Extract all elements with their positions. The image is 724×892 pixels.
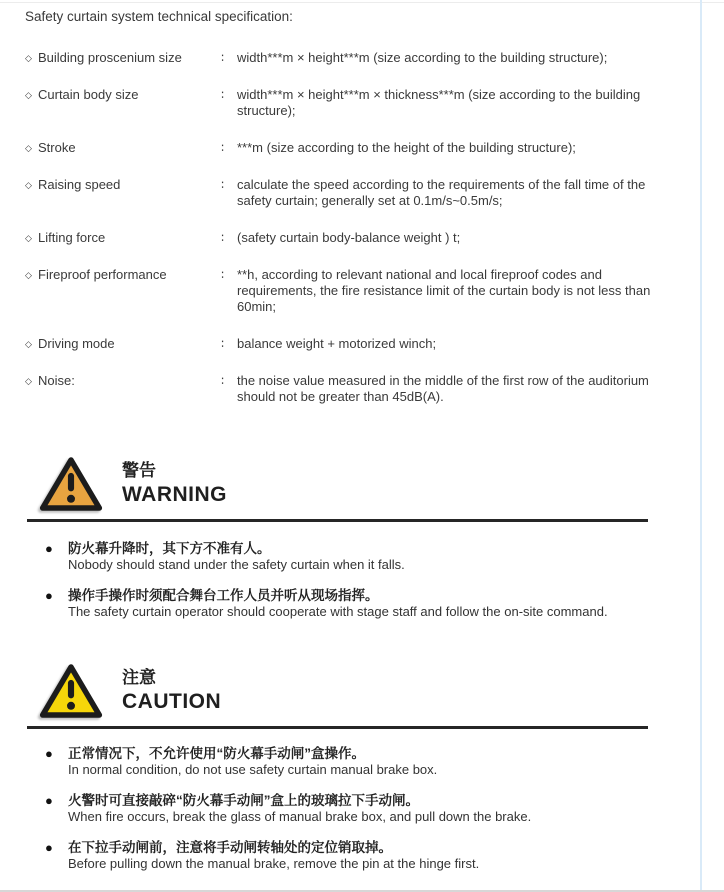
caution-item-zh: 在下拉手动闸前，注意将手动闸转轴处的定位销取掉。: [68, 840, 392, 855]
dot-bullet-icon: ●: [45, 840, 53, 855]
spec-label: Raising speed: [38, 177, 121, 192]
spec-colon: ∶: [221, 88, 225, 102]
spec-row-noise: [25, 373, 680, 405]
caution-item: [45, 792, 680, 825]
caution-item: [45, 839, 680, 872]
spec-list: [25, 50, 680, 405]
spec-value: width***m × height***m (size according to the building structure);: [237, 50, 608, 65]
diamond-bullet-icon: ◇: [25, 90, 32, 100]
warning-item: [45, 587, 680, 620]
caution-divider: [27, 726, 648, 729]
spec-label: Building proscenium size: [38, 50, 182, 65]
spec-value: (safety curtain body-balance weight ) t;: [237, 230, 461, 245]
page-edge-top: [0, 2, 724, 3]
dot-bullet-icon: ●: [45, 793, 53, 808]
caution-item-text: [68, 839, 628, 872]
caution-triangle-icon: [39, 662, 103, 720]
spec-row-stroke: [25, 140, 680, 156]
warning-triangle-icon: [39, 455, 103, 513]
spec-value: width***m × height***m × thickness***m (size according to the building structure);: [237, 87, 641, 118]
spec-label: Fireproof performance: [38, 267, 167, 282]
warning-divider: [27, 519, 648, 522]
spec-row-lifting-force: [25, 230, 680, 246]
page-title: Safety curtain system technical specification:: [25, 9, 293, 24]
spec-value: calculate the speed according to the requirements of the fall time of the safety curtain; generally set at 0.1m/s~0.5m/s;: [237, 177, 646, 208]
warning-item-text: [68, 587, 628, 620]
caution-item-text: [68, 792, 628, 825]
caution-item-en: Before pulling down the manual brake, remove the pin at the hinge first.: [68, 856, 480, 871]
caution-items: [45, 745, 680, 872]
warning-section: [25, 455, 680, 620]
diamond-bullet-icon: ◇: [25, 270, 32, 280]
warning-item: [45, 540, 680, 573]
caution-title-zh: 注意: [122, 668, 156, 687]
spec-row-raising-speed: [25, 177, 680, 209]
spec-row-fireproof-performance: [25, 267, 680, 315]
spec-value: **h, according to relevant national and local fireproof codes and requirements, the fire resistance limit of the curtain body is not less than 60min;: [237, 267, 651, 314]
dot-bullet-icon: ●: [45, 588, 53, 603]
caution-item-en: When fire occurs, break the glass of manual brake box, and pull down the brake.: [68, 809, 532, 824]
caution-titles: [122, 667, 221, 715]
spec-colon: ∶: [221, 178, 225, 192]
spec-label: Lifting force: [38, 230, 106, 245]
warning-item-en: Nobody should stand under the safety curtain when it falls.: [68, 557, 405, 572]
caution-title-en: CAUTION: [122, 690, 222, 713]
caution-section: [25, 662, 680, 872]
caution-item-text: [68, 745, 628, 778]
spec-row-driving-mode: [25, 336, 680, 352]
diamond-bullet-icon: ◇: [25, 376, 32, 386]
warning-titles: [122, 460, 227, 508]
spec-colon: ∶: [221, 231, 225, 245]
spec-colon: ∶: [221, 337, 225, 351]
dot-bullet-icon: ●: [45, 746, 53, 761]
warning-item-zh: 防火幕升降时，其下方不准有人。: [68, 541, 271, 556]
spec-value: balance weight + motorized winch;: [237, 336, 437, 351]
spec-label: Stroke: [38, 140, 76, 155]
caution-item-zh: 火警时可直接敲碎“防火幕手动闸”盒上的玻璃拉下手动闸。: [68, 793, 419, 808]
diamond-bullet-icon: ◇: [25, 143, 32, 153]
spec-label: Noise:: [38, 373, 75, 388]
spec-colon: ∶: [221, 374, 225, 388]
caution-item-en: In normal condition, do not use safety curtain manual brake box.: [68, 762, 438, 777]
spec-colon: ∶: [221, 51, 225, 65]
page-edge-right: [700, 0, 702, 892]
warning-title-en: WARNING: [122, 483, 227, 506]
spec-row-building-proscenium-size: [25, 50, 680, 66]
spec-label: Curtain body size: [38, 87, 139, 102]
caution-item: [45, 745, 680, 778]
spec-colon: ∶: [221, 268, 225, 282]
diamond-bullet-icon: ◇: [25, 53, 32, 63]
warning-header: [39, 455, 680, 513]
diamond-bullet-icon: ◇: [25, 233, 32, 243]
diamond-bullet-icon: ◇: [25, 180, 32, 190]
dot-bullet-icon: ●: [45, 541, 53, 556]
caution-item-zh: 正常情况下，不允许使用“防火幕手动闸”盒操作。: [68, 746, 365, 761]
warning-item-text: [68, 540, 628, 573]
diamond-bullet-icon: ◇: [25, 339, 32, 349]
warning-title-zh: 警告: [122, 461, 156, 480]
spec-row-curtain-body-size: [25, 87, 680, 119]
spec-value: the noise value measured in the middle of the first row of the auditorium should not be greater than 45dB(A).: [237, 373, 649, 404]
spec-value: ***m (size according to the height of the building structure);: [237, 140, 576, 155]
warning-item-en: The safety curtain operator should cooperate with stage staff and follow the on-site command.: [68, 604, 608, 619]
caution-header: [39, 662, 680, 720]
warning-item-zh: 操作手操作时须配合舞台工作人员并听从现场指挥。: [68, 588, 379, 603]
spec-colon: ∶: [221, 141, 225, 155]
spec-label: Driving mode: [38, 336, 115, 351]
warning-items: [45, 540, 680, 620]
